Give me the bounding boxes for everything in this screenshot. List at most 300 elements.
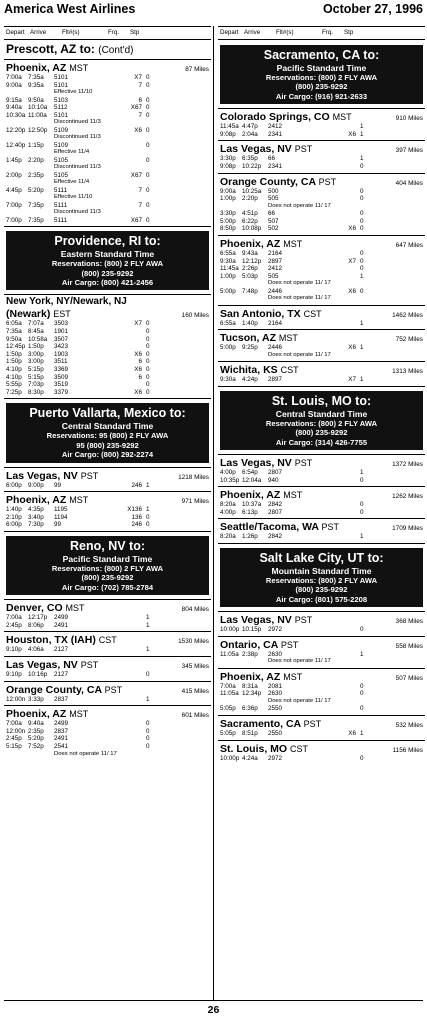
destination-name: Colorado Springs, CO	[220, 111, 330, 124]
stops: 1	[360, 319, 364, 327]
destination-name: Las Vegas, NV	[220, 457, 292, 470]
destination-heading	[4, 469, 211, 482]
destination-heading	[218, 742, 425, 755]
depart-time: 11:45a	[220, 123, 239, 131]
frequency: X6	[134, 350, 142, 358]
time-zone: Central Standard Time	[61, 421, 154, 432]
destination-heading	[4, 601, 211, 614]
schedule-note: Does not operate 11/ 17	[268, 202, 331, 209]
frequency: X6	[348, 344, 356, 352]
origin-city-header	[6, 536, 209, 595]
frequency: X7	[348, 257, 356, 265]
frequency: X6	[134, 388, 142, 396]
flight-row	[4, 696, 211, 704]
depart-time: 9:50a	[6, 335, 22, 343]
frequency: X6	[134, 366, 142, 374]
flight-number: 66	[268, 155, 276, 163]
destination-timezone: MST	[69, 63, 89, 73]
destination	[6, 494, 88, 506]
flight-row	[218, 195, 425, 203]
destination	[6, 708, 88, 720]
flight-row	[218, 755, 425, 763]
destination-heading	[4, 307, 211, 320]
flight-row	[4, 381, 211, 389]
arrive-time: 12:17p	[28, 614, 48, 622]
flight-row	[218, 509, 425, 517]
origin-city-block	[218, 41, 425, 108]
depart-time: 7:00a	[6, 74, 22, 81]
destination-section	[4, 656, 211, 681]
flight-number: 3519	[54, 381, 69, 389]
destination-timezone: PST	[280, 639, 299, 650]
depart-time: 8:20a	[220, 501, 236, 509]
arrive-time: 3:00p	[28, 350, 44, 358]
schedule-note: Effective 11/4	[54, 179, 90, 186]
distance-miles: 507 Miles	[395, 674, 423, 682]
destination-name: San Antonio, TX	[220, 307, 301, 320]
flight-row	[218, 651, 425, 659]
stops: 0	[146, 201, 150, 209]
flight-number: 2897	[268, 376, 283, 384]
flight-number: 2550	[268, 705, 283, 713]
airline-name: America West Airlines	[4, 2, 136, 16]
distance-miles: 532 Miles	[395, 722, 423, 730]
flight-number: 2837	[54, 695, 69, 703]
arrive-time: 12:50p	[28, 126, 48, 134]
arrive-time: 2:38p	[242, 650, 258, 658]
destination	[220, 614, 312, 626]
continued-heading	[4, 42, 211, 57]
destination-timezone: PST	[80, 470, 99, 481]
flight-row	[4, 389, 211, 397]
arrive-time: 9:50a	[28, 96, 44, 104]
destination	[6, 659, 98, 671]
depart-time: 5:00p	[220, 287, 236, 295]
reservations-line: Reservations: (800) 2 FLY AWA	[51, 259, 164, 269]
flight-number: 5103	[54, 96, 69, 104]
flight-number: 99	[54, 521, 62, 529]
flight-number: 2897	[268, 257, 283, 265]
stops: 0	[146, 727, 150, 735]
destination-name: Seattle/Tacoma, WA	[220, 521, 319, 534]
arrive-header: Arrive	[244, 29, 261, 36]
schedule-note: Effective 11/10	[54, 194, 93, 201]
flight-header: Flt#(s)	[62, 29, 80, 36]
destination-name: Houston, TX (IAH)	[6, 634, 96, 647]
depart-time: 7:00a	[6, 614, 22, 622]
destination-name: Phoenix, AZ	[220, 237, 281, 250]
continued-label: (Cont'd)	[98, 45, 134, 56]
destination	[6, 634, 117, 646]
depart-time: 1:40p	[6, 506, 22, 514]
schedule-note: Discontinued 11/3	[54, 164, 101, 171]
destination-timezone: CST	[98, 635, 117, 646]
destination-heading	[218, 488, 425, 501]
time-zone: Mountain Standard Time	[271, 566, 372, 577]
flight-number: 2499	[54, 614, 69, 622]
arrive-time: 7:03p	[28, 381, 44, 389]
destination-heading	[218, 363, 425, 376]
flight-row	[4, 358, 211, 366]
destination-name: Ontario, CA	[220, 638, 278, 651]
stops: 0	[146, 366, 150, 374]
arrive-time: 3:33p	[28, 695, 44, 703]
air-cargo-line: Air Cargo: (800) 292-2274	[61, 450, 154, 460]
arrive-time: 9:40a	[28, 720, 44, 728]
arrive-time: 5:03p	[242, 272, 258, 280]
flight-row	[218, 288, 425, 296]
flight-number: 2446	[268, 344, 283, 352]
depart-time: 12:00n	[6, 695, 26, 703]
flight-row	[4, 82, 211, 90]
depart-time: 10:35p	[220, 476, 240, 484]
schedule-note: Does not operate 11/ 17	[268, 351, 331, 358]
air-cargo-line: Air Cargo: (702) 785-2784	[61, 582, 154, 592]
stops: 0	[360, 754, 364, 762]
stops: 1	[146, 614, 150, 622]
stops: 1	[146, 646, 150, 654]
flight-number: 1903	[54, 350, 69, 358]
distance-miles: 345 Miles	[181, 663, 209, 670]
destination-timezone: MST	[278, 333, 298, 344]
flight-number: 2837	[54, 727, 69, 735]
stops: 1	[360, 650, 364, 658]
flight-row	[4, 112, 211, 120]
destination	[220, 671, 302, 683]
stops: 1	[360, 130, 364, 138]
flight-number: 1195	[54, 506, 68, 514]
flight-row	[218, 265, 425, 273]
destination-heading	[218, 638, 425, 651]
origin-city-header	[220, 391, 423, 450]
frequency-header: Frq.	[322, 29, 334, 36]
flight-number: 2550	[268, 730, 283, 738]
destination	[220, 743, 308, 755]
destination	[220, 332, 298, 344]
frequency: X67	[130, 104, 142, 112]
destination-section	[218, 305, 425, 330]
arrive-time: 8:06p	[28, 621, 44, 629]
destination-name: Phoenix, AZ	[6, 62, 67, 74]
destination	[220, 308, 322, 320]
arrive-time: 5:15p	[28, 373, 44, 381]
arrive-time: 9:43a	[242, 249, 258, 257]
flight-number: 5111	[54, 216, 68, 224]
frequency: 6	[138, 358, 142, 366]
depart-time: 6:00p	[6, 521, 22, 529]
arrive-time: 1:26p	[242, 533, 258, 541]
destination-name: Las Vegas, NV	[6, 659, 78, 671]
schedule-note: Effective 11/10	[54, 89, 93, 96]
destination	[220, 176, 336, 188]
schedule-note: Discontinued 11/3	[54, 119, 101, 126]
time-zone: Pacific Standard Time	[62, 554, 153, 564]
flight-number: 2446	[268, 287, 283, 295]
flight-row	[218, 250, 425, 258]
flight-row	[218, 683, 425, 691]
depart-time: 12:20p	[6, 126, 26, 134]
depart-time: 8:50p	[220, 225, 236, 233]
frequency: X7	[134, 320, 142, 328]
stops: 1	[146, 695, 150, 703]
destination-timezone: MST	[283, 238, 303, 249]
destination	[220, 111, 352, 123]
flight-number: 2127	[54, 646, 69, 654]
depart-time: 7:00a	[6, 720, 22, 728]
stops: 0	[360, 217, 364, 225]
flight-row	[4, 521, 211, 529]
flight-number: 5109	[54, 141, 69, 149]
destination	[220, 639, 298, 651]
flight-row	[4, 142, 211, 150]
destination-name: Las Vegas, NV	[220, 143, 292, 156]
distance-miles: 1262 Miles	[392, 493, 423, 501]
flight-number: 66	[268, 210, 276, 218]
flight-number: 2842	[268, 501, 283, 509]
flight-row	[4, 366, 211, 374]
depart-time: 5:00p	[220, 344, 236, 352]
flight-number: 2412	[268, 265, 283, 273]
depart-time: 12:40p	[6, 141, 26, 149]
destination-name: New York, NY/Newark, NJ	[6, 296, 127, 308]
flight-number: 2807	[268, 508, 283, 516]
stops: 0	[360, 195, 364, 203]
arrive-time: 4:24a	[242, 754, 258, 762]
depart-time: 9:08p	[220, 130, 236, 138]
flight-number: 5101	[54, 111, 69, 119]
destination-section	[218, 140, 425, 172]
reservations-phone: (800) 235-9292	[81, 268, 134, 278]
distance-miles: 1709 Miles	[392, 525, 423, 533]
stops: 1	[360, 730, 364, 738]
flight-number: 2164	[268, 319, 283, 327]
arrive-time: 7:52p	[28, 742, 44, 750]
flight-number: 2807	[268, 469, 283, 477]
destination-name: Wichita, KS	[220, 364, 278, 377]
arrive-time: 12:34p	[242, 690, 262, 698]
flight-row	[4, 482, 211, 490]
frequency: X67	[130, 171, 142, 179]
arrive-time: 8:45a	[28, 328, 44, 336]
destination-timezone: MST	[283, 490, 303, 501]
stops: 0	[360, 265, 364, 273]
stops: 0	[146, 735, 150, 743]
destination-name: Las Vegas, NV	[220, 614, 292, 627]
air-cargo-line: Air Cargo: (800) 421-2456	[61, 278, 154, 288]
arrive-time: 3:40p	[28, 513, 44, 521]
flight-row	[218, 501, 425, 509]
distance-miles: 558 Miles	[395, 642, 423, 650]
stops: 1	[360, 155, 364, 163]
arrive-time: 10:15p	[242, 626, 262, 634]
flight-number: 3379	[54, 388, 69, 396]
flight-row	[4, 622, 211, 630]
stops: 0	[146, 381, 150, 389]
stops: 1	[360, 123, 364, 131]
destination	[6, 470, 98, 482]
flight-number: 505	[268, 195, 279, 203]
stops: 0	[146, 156, 150, 164]
destination-heading	[4, 61, 211, 74]
frequency: X136	[127, 506, 142, 514]
stops: 0	[360, 626, 364, 634]
column-divider	[213, 26, 214, 1001]
air-cargo-line: Air Cargo: (916) 921-2633	[275, 91, 368, 101]
stops: 0	[146, 388, 150, 396]
origin-city-title: Puerto Vallarta, Mexico to:	[29, 406, 186, 421]
flight-row	[4, 157, 211, 165]
arrive-time: 8:51p	[242, 730, 258, 738]
timetable-date: October 27, 1996	[322, 2, 423, 16]
depart-time: 11:45a	[220, 265, 239, 273]
arrive-time: 6:22p	[242, 217, 258, 225]
destination-section	[218, 740, 425, 765]
destination-subname: (Newark)	[6, 308, 51, 321]
stops: 0	[146, 111, 150, 119]
destination-heading	[218, 331, 425, 344]
destination-heading	[218, 142, 425, 155]
depart-time: 5:05p	[220, 730, 236, 738]
origin-city-block	[4, 531, 211, 599]
depart-time: 11:05a	[220, 650, 239, 658]
reservations-line: Reservations: 95 (800) 2 FLY AWA	[46, 431, 169, 441]
depart-time: 2:45p	[6, 735, 22, 743]
stops: 0	[146, 358, 150, 366]
origin-city-title: Salt Lake City, UT to:	[259, 551, 384, 566]
arrive-time: 2:20p	[242, 195, 258, 203]
stops: 0	[360, 705, 364, 713]
reservations-phone: (800) 235-9292	[295, 82, 348, 92]
reservations-phone: (800) 235-9292	[81, 573, 134, 583]
flight-row	[4, 671, 211, 679]
distance-miles: 397 Miles	[395, 147, 423, 155]
right-column-body	[218, 41, 425, 764]
destination-timezone: PST	[321, 522, 340, 533]
depart-time: 9:30a	[220, 376, 236, 384]
flight-number: 2972	[268, 754, 283, 762]
destination-section	[218, 173, 425, 235]
destination-section	[4, 491, 211, 531]
frequency: X6	[348, 130, 356, 138]
stops: 0	[146, 96, 150, 104]
origin-city-title: Providence, RI to:	[54, 234, 161, 249]
frequency: X6	[348, 730, 356, 738]
flight-number: 5101	[54, 74, 69, 81]
reservations-phone: (800) 235-9292	[295, 585, 348, 595]
depart-time: 1:50p	[6, 358, 22, 366]
destination-heading	[4, 683, 211, 696]
arrive-time: 2:20p	[28, 156, 44, 164]
depart-time: 1:45p	[6, 156, 22, 164]
frequency: 6	[138, 96, 142, 104]
destination-timezone: PST	[294, 144, 313, 155]
flight-row	[4, 735, 211, 743]
distance-miles: 647 Miles	[395, 241, 423, 249]
air-cargo-line: Air Cargo: (314) 426-7755	[275, 437, 368, 447]
destination	[220, 718, 321, 730]
stops: 0	[146, 328, 150, 336]
time-zone: Eastern Standard Time	[60, 249, 155, 260]
distance-miles: 1372 Miles	[392, 461, 423, 469]
flight-number: 2972	[268, 626, 283, 634]
flight-row	[218, 155, 425, 163]
depart-time: 10:00p	[220, 754, 240, 762]
destination-heading	[4, 658, 211, 671]
depart-time: 7:25p	[6, 388, 22, 396]
origin-city-block	[218, 543, 425, 611]
stops: 1	[146, 481, 150, 489]
flight-row	[218, 469, 425, 477]
arrive-time: 9:25p	[242, 344, 258, 352]
depart-time: 10:30a	[6, 111, 26, 119]
stops: 0	[146, 513, 150, 521]
stops: 1	[360, 376, 364, 384]
depart-time: 5:00p	[220, 217, 236, 225]
arrive-time: 5:20p	[28, 186, 44, 194]
flight-number: 5101	[54, 81, 69, 89]
schedule-note: Discontinued 11/3	[54, 209, 101, 216]
air-cargo-line: Air Cargo: (801) 575-2208	[275, 594, 368, 604]
flight-row	[218, 210, 425, 218]
arrive-time: 5:20p	[28, 735, 44, 743]
arrive-time: 7:30p	[28, 521, 44, 529]
destination-section	[218, 668, 425, 715]
destination-name: Sacramento, CA	[220, 718, 301, 731]
depart-time: 9:15a	[6, 96, 22, 104]
flight-number: 2491	[54, 621, 69, 629]
stops: 0	[146, 216, 150, 224]
origin-city-header	[6, 231, 209, 290]
depart-time: 5:05p	[220, 705, 236, 713]
stops-header: Stp	[130, 29, 140, 36]
destination-timezone: MST	[69, 709, 89, 720]
frequency: X6	[348, 287, 356, 295]
footer-rule	[4, 1000, 423, 1001]
flight-row	[4, 646, 211, 654]
destination-name: Phoenix, AZ	[6, 708, 67, 721]
frequency: 7	[138, 111, 142, 119]
depart-time: 2:00p	[6, 171, 22, 179]
destination-heading	[4, 493, 211, 506]
flight-number: 99	[54, 481, 62, 489]
depart-time: 5:55p	[6, 381, 22, 389]
distance-miles: 160 Miles	[181, 312, 209, 320]
arrive-header: Arrive	[30, 29, 47, 36]
arrive-time: 1:40p	[242, 319, 258, 327]
destination-timezone: PST	[294, 458, 313, 469]
destination	[6, 602, 85, 614]
depart-time: 1:50p	[6, 350, 22, 358]
frequency-header: Frq.	[108, 29, 120, 36]
origin-city-header	[220, 45, 423, 104]
stops: 0	[146, 373, 150, 381]
stops: 0	[360, 682, 364, 690]
column-headers	[4, 26, 211, 40]
destination-section	[4, 294, 211, 398]
flight-row	[4, 614, 211, 622]
stops: 1	[360, 469, 364, 477]
flight-row	[218, 320, 425, 328]
stops: 0	[360, 249, 364, 257]
stops: 0	[146, 521, 150, 529]
destination-timezone: CST	[303, 308, 322, 319]
flight-row	[218, 376, 425, 384]
stops: 0	[360, 690, 364, 698]
flight-row	[218, 131, 425, 139]
depart-header: Depart	[6, 29, 25, 36]
destination-name: Las Vegas, NV	[6, 469, 78, 482]
reservations-line: Reservations: (800) 2 FLY AWA	[265, 73, 378, 82]
